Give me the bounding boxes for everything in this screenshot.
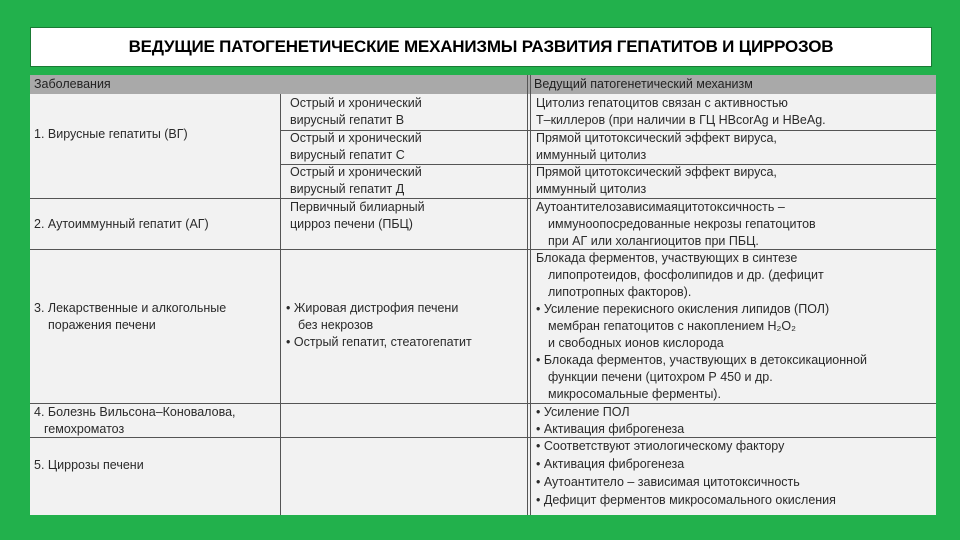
- row1-mech-b-line1: Цитолиз гепатоцитов связан с активностью: [536, 96, 788, 110]
- row1-mech-d-line1: Прямой цитотоксический эффект вируса,: [536, 165, 777, 179]
- pathogenesis-table: [30, 75, 936, 515]
- row3-mech-line5: мембран гепатоцитов с накоплением H₂O₂: [548, 319, 796, 333]
- row1-mech-d-line2: иммунный цитолиз: [536, 182, 647, 196]
- row2-sub-line2: цирроз печени (ПБЦ): [290, 217, 413, 231]
- row5-mech-bullet3: • Аутоантитело – зависимая цитотоксичность: [536, 474, 800, 491]
- row3-disease-line2: поражения печени: [48, 318, 156, 332]
- slide-title: ВЕДУЩИЕ ПАТОГЕНЕТИЧЕСКИЕ МЕХАНИЗМЫ РАЗВИТИЯ ГЕПАТИТОВ И ЦИРРОЗОВ: [30, 27, 932, 67]
- row4-mech-bullet1: • Усиление ПОЛ: [536, 404, 630, 421]
- row1-disease: 1. Вирусные гепатиты (ВГ): [34, 127, 188, 141]
- row-divider-4: [30, 437, 936, 438]
- row5-mech-bullet1: • Соответствуют этиологическому фактору: [536, 438, 784, 455]
- row5-disease: 5. Циррозы печени: [34, 458, 144, 472]
- row3-mech-line3: липотропных факторов).: [548, 285, 692, 299]
- row4-mech-bullet2: • Активация фиброгенеза: [536, 421, 684, 438]
- row3-mech-line2: липопротеидов, фосфолипидов и др. (дефицит: [548, 268, 824, 282]
- row5-mech-bullet4: • Дефицит ферментов микросомального окисления: [536, 492, 836, 509]
- row-divider-1: [30, 198, 936, 199]
- col-divider-1: [280, 94, 281, 515]
- row1-sub-b-line1: Острый и хронический: [290, 96, 422, 110]
- row1-mech-b-line2: Т–киллеров (при наличии в ГЦ HBcorAg и HBeAg.: [536, 113, 826, 127]
- row5-mech-bullet2: • Активация фиброгенеза: [536, 456, 684, 473]
- row2-mech-line2: иммуноопосредованные некрозы гепатоцитов: [548, 217, 816, 231]
- header-mechanism: Ведущий патогенетический механизм: [534, 77, 753, 91]
- row3-mech-line9: микросомальные ферменты).: [548, 387, 721, 401]
- row1-sub-d-line1: Острый и хронический: [290, 165, 422, 179]
- row3-sub-bullet1: • Жировая дистрофия печени: [286, 300, 458, 317]
- row1-sub-c-line1: Острый и хронический: [290, 131, 422, 145]
- col-divider-2: [527, 75, 528, 515]
- row3-disease-line1: 3. Лекарственные и алкогольные: [34, 301, 227, 315]
- row2-mech-line3: при АГ или холангиоцитов при ПБЦ.: [548, 234, 759, 248]
- row4-disease-line1: 4. Болезнь Вильсона–Коновалова,: [34, 405, 236, 419]
- row2-sub-line1: Первичный билиарный: [290, 200, 425, 214]
- col-divider-2b: [530, 75, 531, 515]
- row1-sub-c-line2: вирусный гепатит С: [290, 148, 405, 162]
- row3-mech-bullet2: • Блокада ферментов, участвующих в детоксикационной: [536, 352, 867, 369]
- header-diseases: Заболевания: [34, 77, 111, 91]
- row1-mech-c-line2: иммунный цитолиз: [536, 148, 647, 162]
- row1-mech-c-line1: Прямой цитотоксический эффект вируса,: [536, 131, 777, 145]
- row2-disease: 2. Аутоиммунный гепатит (АГ): [34, 217, 209, 231]
- table-header-row: [30, 75, 936, 94]
- row4-disease-line2: гемохроматоз: [44, 422, 125, 436]
- row3-mech-bullet1: • Усиление перекисного окисления липидов (ПОЛ): [536, 301, 829, 318]
- row3-mech-line1: Блокада ферментов, участвующих в синтезе: [536, 251, 798, 265]
- row1-sub-b-line2: вирусный гепатит В: [290, 113, 405, 127]
- row-divider-2: [30, 249, 936, 250]
- row3-sub-bullet1-cont: без некрозов: [298, 318, 374, 332]
- row3-sub-bullet2: • Острый гепатит, стеатогепатит: [286, 334, 472, 351]
- row3-mech-line6: и свободных ионов кислорода: [548, 336, 724, 350]
- row3-mech-line8: функции печени (цитохром Р 450 и др.: [548, 370, 773, 384]
- row1-sub-d-line2: вирусный гепатит Д: [290, 182, 405, 196]
- row2-mech-line1: Аутоантителозависимаяцитотоксичность –: [536, 200, 785, 214]
